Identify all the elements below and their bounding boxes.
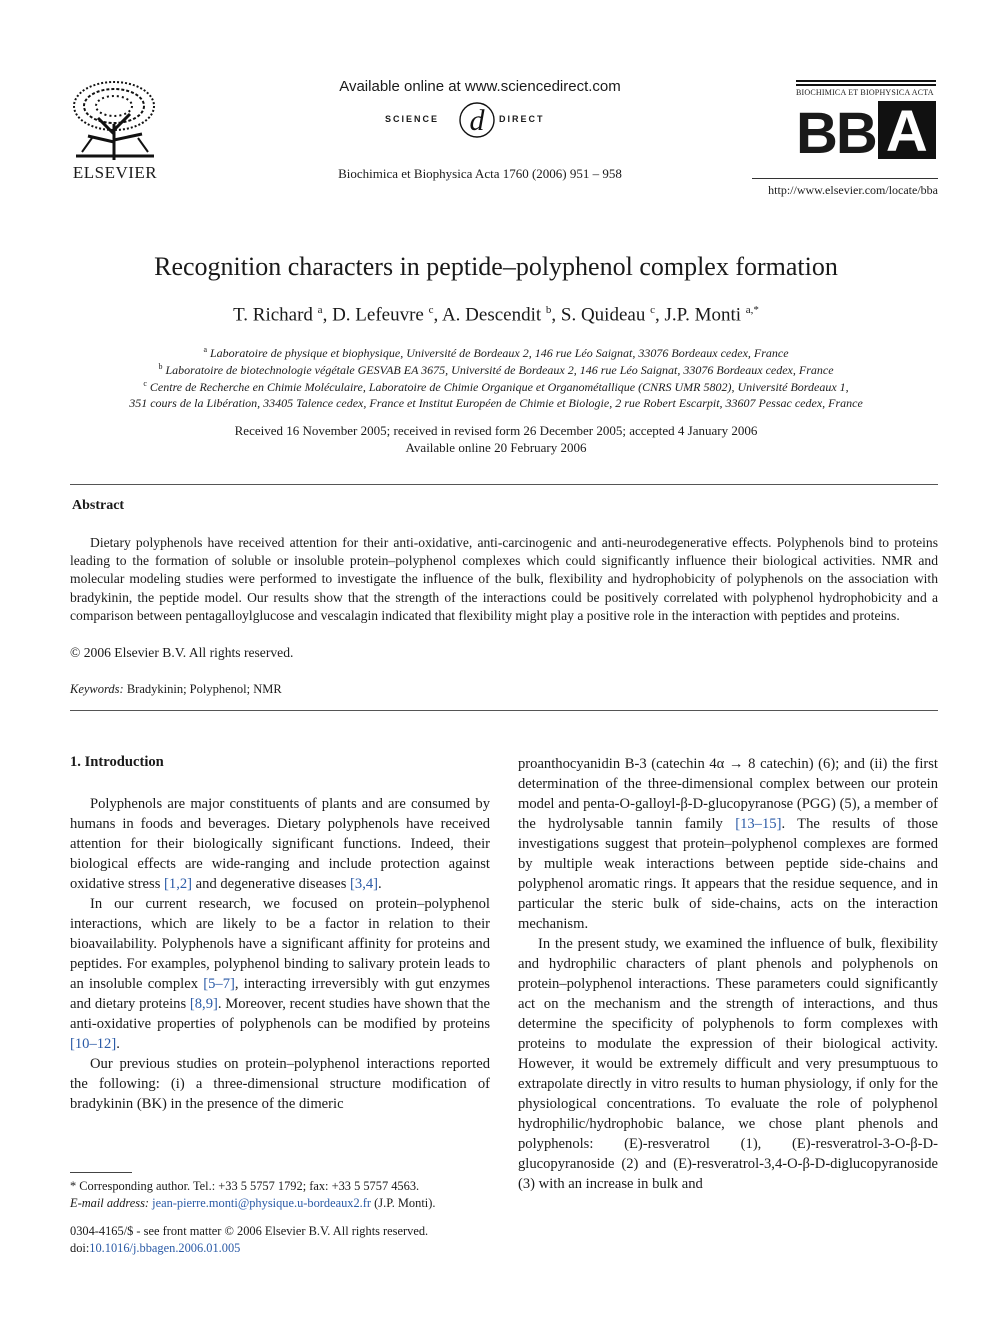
author-affil-sup: b	[545, 304, 552, 316]
paragraph: In the present study, we examined the influence of bulk, flexibility and hydrophilic characters of plant phenols and polyphenols on protein–polyphenol interactions. These parameters could significantly act on the mechanism and the strength of interactions, and thus determine the specificity of polyphenols to form complexes with proteins to modulate the expression of their biological activity. However, it would be extremely difficult and very presumptuous to extrapolate directly in vitro results to human physiology, if only for the physiological concentrations. To evaluate the role of polyphenol hydrophilic/hydrophobic balance, we chose plant phenols and polyphenols: (E)-resveratrol (1), (E)-resveratrol-3-O-β-D-glucopyranoside (2) and (E)-resveratrol-3,4-O-β-D-diglucopyranoside (3) with an increase in bulk and	[518, 936, 938, 1192]
affil-text: Centre de Recherche en Chimie Moléculaire, Laboratoire de Chimie Organique et Organométallique (CNRS UMR 5802), Université Bordeaux 1,	[149, 380, 849, 394]
citation-link[interactable]: [1,2]	[164, 876, 193, 892]
author-name[interactable]: D. Lefeuvre	[332, 304, 424, 326]
available-date: Available online 20 February 2006	[405, 440, 587, 455]
footnote	[70, 1178, 500, 1212]
abstract-body: Dietary polyphenols have received attention for their anti-oxidative, anti-carcinogenic and anti-neurodegenerative effects. Polyphenols bind to proteins leading to the formation of soluble or insoluble protein–polyphenol complexes which could significantly influence their biological activities. NMR and molecular modeling studies were performed to investigate the influence of the bulk, flexibility and hydrophobicity of polyphenols on the association with bradykinin, the peptide model. Our results show that the strength of the interactions could be positively correlated with polyphenol hydrophobicity and a comparison between pentagalloylglucose and vescalagin indicated that flexibility might play a positive role in the interaction with peptides and proteins.	[70, 535, 938, 623]
elsevier-tree-icon	[68, 78, 162, 162]
sd-left-word: SCIENCE	[385, 114, 440, 124]
issn-block	[70, 1223, 500, 1257]
author-name[interactable]: S. Quideau	[560, 304, 646, 326]
bba-block-letter: A	[878, 101, 936, 159]
email-suffix: (J.P. Monti).	[374, 1196, 436, 1210]
right-column	[518, 754, 938, 1194]
doi-label: doi:	[70, 1241, 90, 1255]
abstract-bottom-rule	[70, 710, 938, 711]
email-link[interactable]: jean-pierre.monti@physique.u-bordeaux2.fr	[152, 1196, 372, 1210]
keywords-label: Keywords:	[70, 682, 124, 696]
journal-url[interactable]: http://www.elsevier.com/locate/bba	[768, 183, 938, 197]
article-title: Recognition characters in peptide–polyphenol complex formation	[154, 252, 838, 281]
affiliation-b	[60, 362, 932, 378]
elsevier-logo	[68, 78, 162, 182]
sciencedirect-logo[interactable]	[385, 100, 575, 140]
abstract-copyright: © 2006 Elsevier B.V. All rights reserved.	[70, 645, 294, 660]
citation-link[interactable]: [5–7]	[203, 976, 235, 992]
corresponding-author: * Corresponding author. Tel.: +33 5 5757 1792; fax: +33 5 5757 4563.	[70, 1179, 420, 1193]
paragraph: Our previous studies on protein–polyphenol interactions reported the following: (i) a three-dimensional structure modification of bradykinin (BK) in the presence of the dimeric	[70, 1056, 490, 1112]
received-dates: Received 16 November 2005; received in revised form 26 December 2005; accepted 4 January 2006	[234, 423, 758, 438]
affil-text: 351 cours de la Libération, 33405 Talence cedex, France et Institut Européen de Chimie et Biologie, 2 rue Robert Escarpit, 33607 Pessac cedex, France	[129, 396, 863, 410]
footnote-rule	[70, 1172, 132, 1173]
keywords-list: Bradykinin; Polyphenol; NMR	[126, 682, 282, 696]
affiliation-c-cont	[60, 396, 932, 411]
keywords	[70, 682, 282, 697]
author-name[interactable]: J.P. Monti	[664, 304, 742, 326]
paragraph: Polyphenols are major constituents of plants and are consumed by humans in foods and beverages. Dietary polyphenols have received attention for their biologically significant functions. Indeed, their biological effects are wide-ranging and include protection against oxidative stress [1,2] and degenerative diseases [3,4].	[70, 796, 490, 892]
paragraph: proanthocyanidin B-3 (catechin 4α → 8 catechin) (6); and (ii) the first determination of the three-dimensional complex between our protein model and penta-O-galloyl-β-D-glucopyranose (PGG) (5), a member of the hydrolysable tannin family [13–15]. The results of those investigations suggest that protein–polyphenol complexes are formed by multiple weak interactions between peptide side-chains and polyphenol aromatic rings. It appears that the residue sequence, and in particular the steric bulk of side-chains, acts on the interaction mechanism.	[518, 756, 938, 932]
section-heading: 1. Introduction	[70, 754, 164, 770]
affil-sup: b	[158, 362, 163, 371]
citation-link[interactable]: [13–15]	[735, 816, 782, 832]
author-affil-sup: a	[317, 304, 323, 316]
header-divider	[752, 178, 938, 179]
citation-link[interactable]: [3,4]	[350, 876, 379, 892]
bba-letters: BB	[796, 101, 876, 166]
bba-rule-1	[796, 80, 936, 82]
sciencedirect-d-icon	[457, 100, 497, 140]
citation-link[interactable]: [10–12]	[70, 1036, 117, 1052]
affil-text: Laboratoire de physique et biophysique, Université de Bordeaux 2, 146 rue Léo Saignat, 33076 Bordeaux cedex, France	[210, 346, 789, 360]
paragraph: In our current research, we focused on protein–polyphenol interactions, which are likely to be a factor in relation to their bioavailability. Polyphenols have a significant affinity for proteins and peptides. For examples, polyphenol binding to salivary protein leads to an insoluble complex [5–7], interacting irreversibly with gut enzymes and dietary proteins [8,9]. Moreover, recent studies have shown that the anti-oxidative properties of polyphenols can be modified by proteins [10–12].	[70, 896, 490, 1052]
author-affil-sup: c	[428, 304, 434, 316]
bba-journal-small: BIOCHIMICA ET BIOPHYSICA ACTA	[796, 88, 934, 97]
affil-sup: c	[143, 379, 147, 388]
bba-rule-2	[796, 84, 936, 86]
available-online-text[interactable]: Available online at www.sciencedirect.com	[339, 78, 621, 95]
affil-text: Laboratoire de biotechnologie végétale GESVAB EA 3675, Université de Bordeaux 2, 146 rue Léo Saignat, 33076 Bordeaux cedex, France	[165, 363, 834, 377]
email-label: E-mail address:	[70, 1196, 150, 1210]
abstract-heading: Abstract	[72, 498, 125, 513]
author-list: T. Richard $^a$, D. Lefeuvre $^c$, A. Descendit $^b$, S. Quideau $^c$, J.P. Monti $^{a,*}$	[233, 304, 759, 326]
author-name[interactable]: T. Richard	[233, 304, 313, 326]
sd-right-word: DIRECT	[499, 114, 545, 124]
left-column	[70, 794, 490, 1114]
journal-citation: Biochimica et Biophysica Acta 1760 (2006) 951 – 958	[338, 166, 622, 181]
bba-logo	[796, 80, 936, 170]
sd-symbol-text: d	[469, 104, 485, 137]
abstract-top-rule	[70, 484, 938, 485]
affiliation-a	[60, 345, 932, 361]
issn-line: 0304-4165/$ - see front matter © 2006 Elsevier B.V. All rights reserved.	[70, 1224, 429, 1238]
affil-sup: a	[203, 345, 207, 354]
doi-link[interactable]: 10.1016/j.bbagen.2006.01.005	[89, 1241, 241, 1255]
author-affil-sup: a,*	[745, 304, 759, 316]
author-name[interactable]: A. Descendit	[441, 304, 542, 326]
publisher-name: ELSEVIER	[72, 163, 158, 182]
author-affil-sup: c	[650, 304, 655, 316]
citation-link[interactable]: [8,9]	[189, 996, 218, 1012]
affiliation-c	[60, 379, 932, 395]
